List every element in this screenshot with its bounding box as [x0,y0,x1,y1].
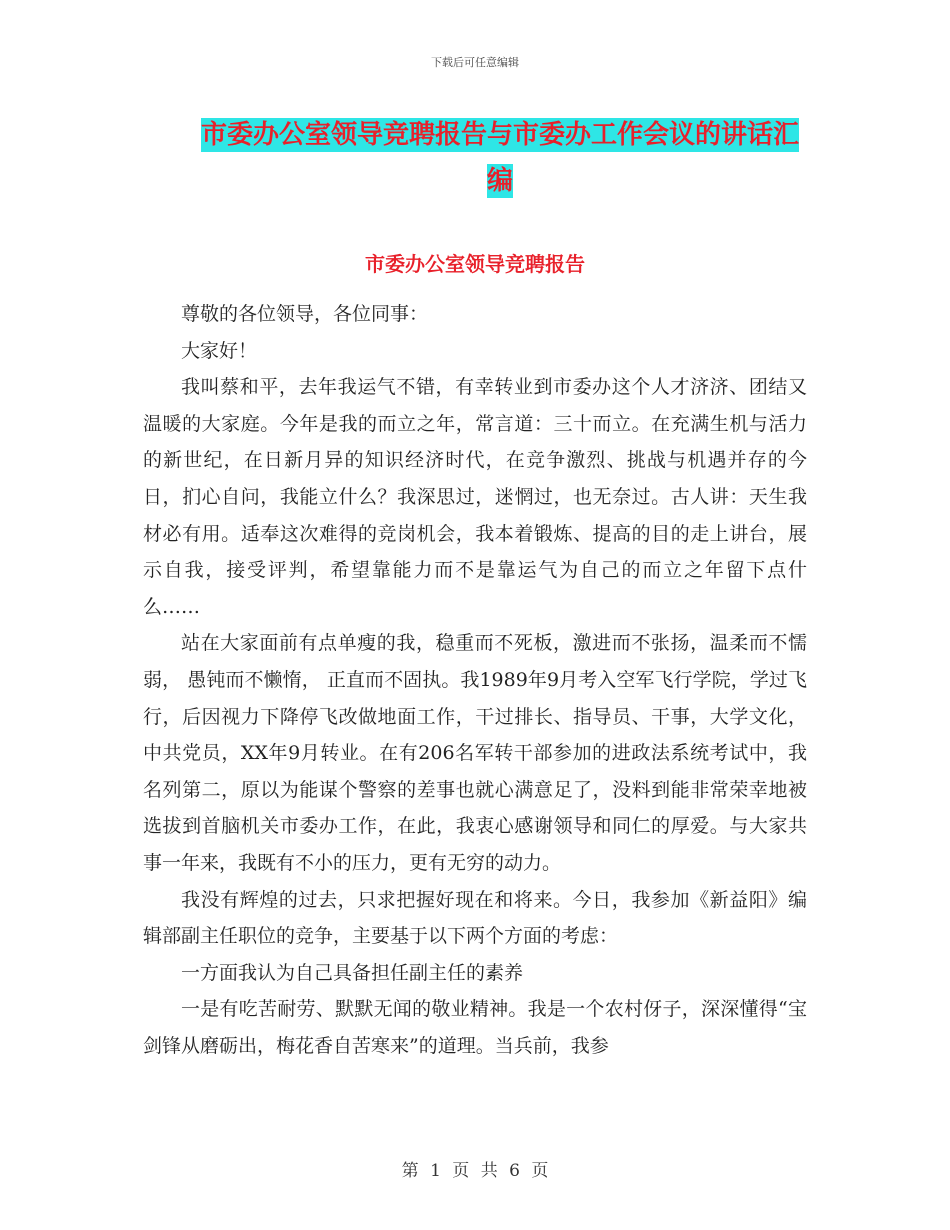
document-title [190,112,810,204]
paragraph: 站在大家面前有点单瘦的我，稳重而不死板，激进而不张扬，温柔而不懦弱， 愚钝而不懒惰， 正直而不固执。我1989年9月考入空军飞行学院，学过飞行，后因视力下降停飞改做地面工作，干过排长、指导员、干事，大学文化，中共党员，XX年9月转业。在有206名军转干部参加的进政法系统考试中，我名列第二，原以为能谋个警察的差事也就心满意足了，没料到能非常荣幸地被选拔到首脑机关市委办工作，在此，我衷心感谢领导和同仁的厚爱。与大家共事一年来，我既有不小的压力，更有无穷的动力。 [143,632,807,874]
document-title-text: 市委办公室领导竞聘报告与市委办工作会议的讲话汇编 [200,120,799,196]
header-note: 下载后可任意编辑 [431,56,519,69]
page-footer: 第 1 页 共 6 页 [401,1161,549,1181]
paragraph: 一是有吃苦耐劳、默默无闻的敬业精神。我是一个农村伢子，深深懂得“宝剑锋从磨砺出，梅花香自苦寒来”的道理。当兵前，我参 [143,998,807,1057]
paragraph: 我没有辉煌的过去，只求把握好现在和将来。今日，我参加《新益阳》编辑部副主任职位的竞争，主要基于以下两个方面的考虑： [143,888,807,948]
paragraph: 我叫蔡和平，去年我运气不错，有幸转业到市委办这个人才济济、团结又温暖的大家庭。今年是我的而立之年，常言道：三十而立。在充满生机与活力的新世纪，在日新月异的知识经济时代，在竞争激烈、挑战与机遇并存的今日，扪心自问，我能立什么？我深思过，迷惘过，也无奈过。古人讲：天生我材必有用。适奉这次难得的竞岗机会，我本着锻炼、提高的目的走上讲台，展示自我，接受评判，希望靠能力而不是靠运气为自己的而立之年留下点什么…… [143,376,807,618]
paragraph: 一方面我认为自己具备担任副主任的素养 [181,961,524,984]
body-text [143,296,807,1064]
paragraph: 大家好！ [181,339,258,362]
paragraph: 尊敬的各位领导，各位同事： [181,303,429,325]
section-title: 市委办公室领导竞聘报告 [365,252,585,276]
